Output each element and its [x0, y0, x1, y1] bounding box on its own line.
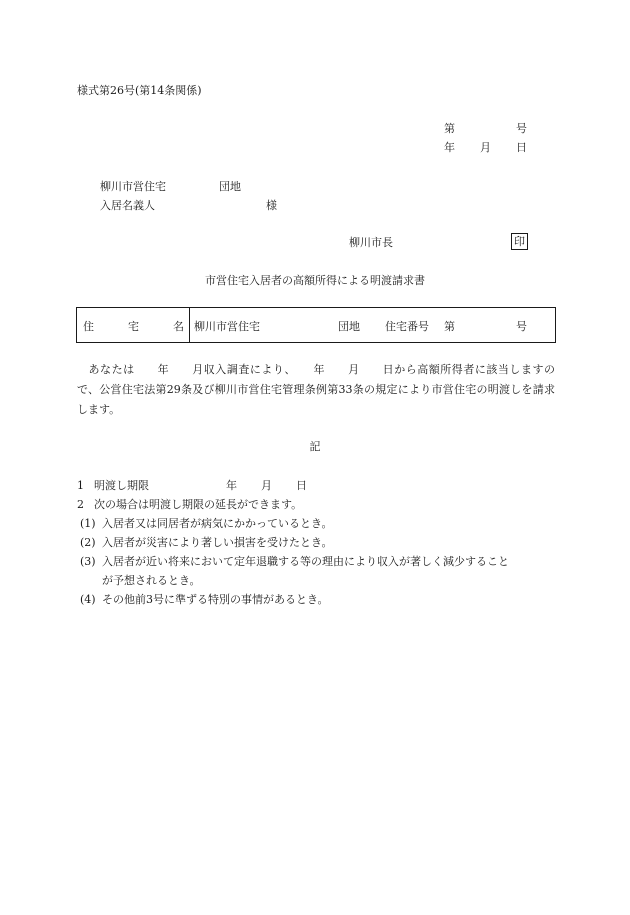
list-sub-item-3 [77, 552, 557, 571]
addressee-danchi: 団地 [219, 180, 241, 193]
table-label-char-1: 住 [83, 320, 94, 333]
item-1-year: 年 [226, 479, 237, 492]
sub-1-text: 入居者又は同居者が病気にかかっているとき。 [102, 517, 333, 530]
list-sub-item-2 [77, 533, 557, 552]
document-title: 市営住宅入居者の高額所得による明渡請求書 [205, 274, 425, 287]
table-housing: 柳川市営住宅 [194, 320, 260, 333]
addressee-housing: 柳川市営住宅 [100, 180, 166, 193]
number-suffix: 号 [516, 122, 527, 135]
conditions-list [77, 476, 557, 609]
date-month: 月 [480, 141, 491, 154]
list-item-1 [77, 476, 557, 495]
date-day: 日 [516, 141, 527, 154]
item-1-text: 明渡し期限 [94, 479, 149, 492]
item-1-month: 月 [261, 479, 272, 492]
sub-2-text: 入居者が災害により著しい損害を受けたとき。 [102, 536, 333, 549]
number-prefix: 第 [444, 122, 455, 135]
table-label-char-2: 宅 [128, 320, 139, 333]
sub-2-number: (2) [80, 536, 96, 549]
body-indent [77, 363, 89, 376]
sub-1-number: (1) [80, 517, 96, 530]
sender-mayor: 柳川市長 [349, 236, 393, 249]
body-paragraph [77, 360, 555, 420]
sub-3-number: (3) [80, 555, 96, 568]
table-danchi: 団地 [338, 320, 360, 333]
item-1-number: 1 [77, 479, 84, 492]
list-sub-item-3-continued: が予想されるとき。 [102, 574, 201, 587]
addressee-tenant: 入居名義人 [100, 199, 155, 212]
table-label-char-3: 名 [173, 320, 184, 333]
table-number-label: 住宅番号 [385, 320, 429, 333]
sub-4-number: (4) [80, 593, 96, 606]
table-number-suffix: 号 [516, 320, 527, 333]
form-label: 様式第26号(第14条関係) [77, 84, 202, 97]
list-item-2 [77, 495, 557, 514]
sub-4-text: その他前3号に準ずる特別の事情があるとき。 [102, 593, 329, 606]
table-divider [189, 308, 190, 342]
table-number-prefix: 第 [444, 320, 455, 333]
addressee-sama: 様 [266, 199, 277, 212]
item-1-day: 日 [296, 479, 307, 492]
item-2-number: 2 [77, 498, 84, 511]
list-sub-item-1 [77, 514, 557, 533]
sub-3-text: 入居者が近い将来において定年退職する等の理由により収入が著しく減少すること [102, 555, 509, 568]
seal-mark: 印 [511, 233, 528, 250]
item-2-text: 次の場合は明渡し期限の延長ができます。 [94, 498, 303, 511]
date-year: 年 [444, 141, 455, 154]
housing-table [76, 307, 556, 343]
body-paragraph-text: あなたは 年 月収入調査により、 年 月 日から高額所得者に該当しますので、公営住宅法第29条及び柳川市営住宅管理条例第33条の規定により市営住宅の明渡しを請求します。 [77, 363, 556, 416]
ki-heading: 記 [309, 440, 321, 453]
list-sub-item-4 [77, 590, 557, 609]
